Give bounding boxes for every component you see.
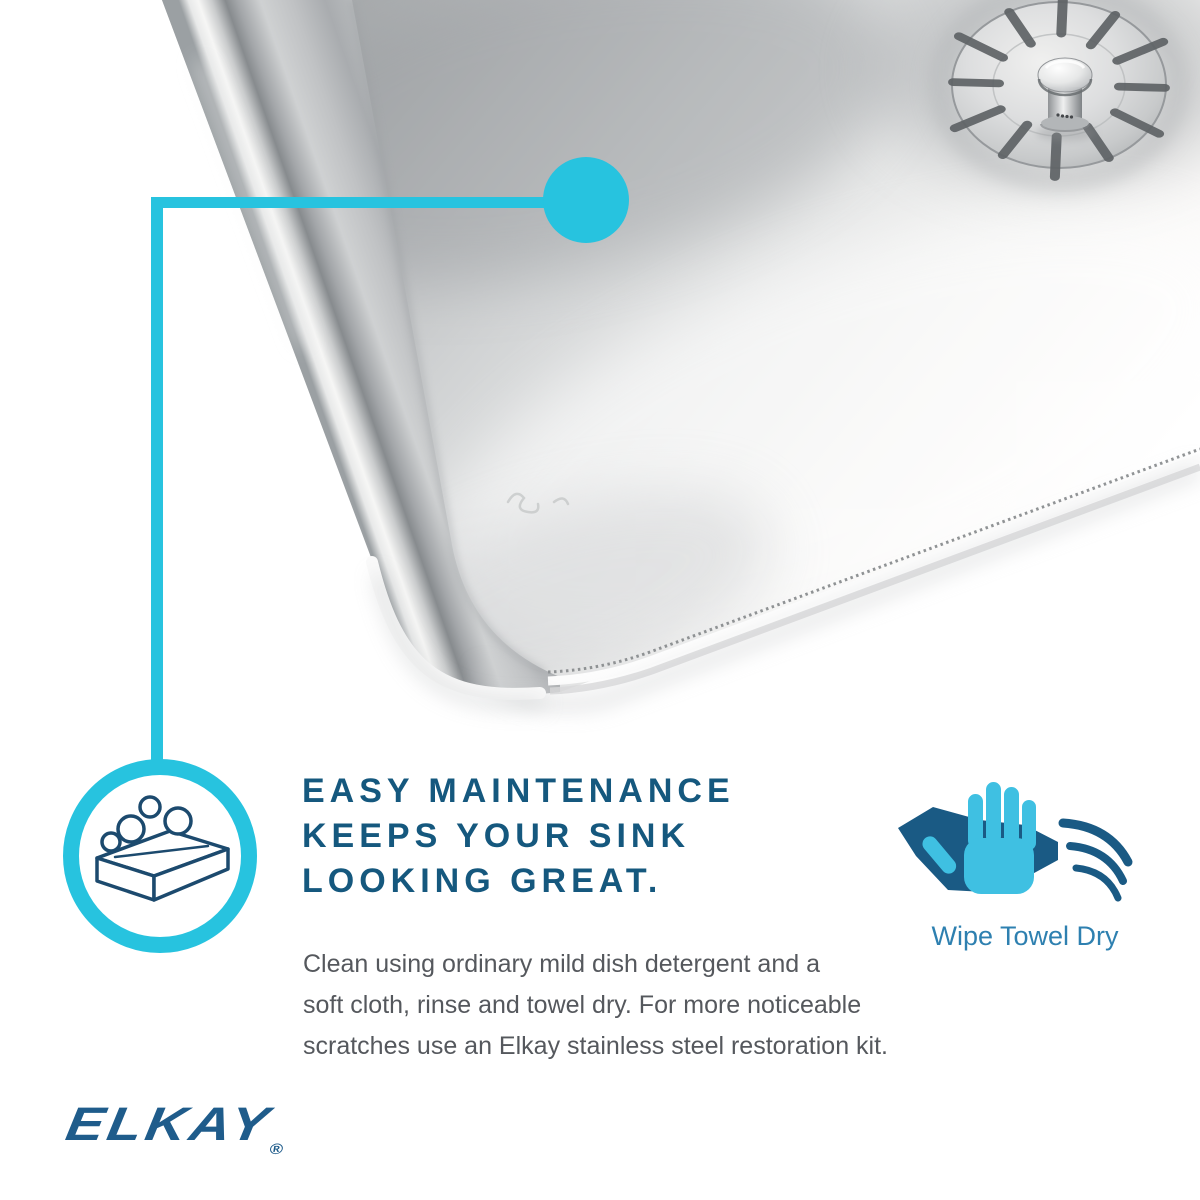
wipe-towel-dry-icon [898,782,1128,898]
callout-line-vertical [151,197,163,760]
soap-circle-badge [71,767,249,945]
headline-line-3: LOOKING GREAT. [302,862,663,900]
elkay-logo [62,1096,290,1158]
headline-line-2: KEEPS YOUR SINK [302,817,691,855]
motion-swoosh-lines [1063,823,1128,898]
body-line-2: soft cloth, rinse and towel dry. For more noticeable [303,991,862,1019]
callout-line-horizontal [151,197,586,208]
sink-photo [162,0,1200,754]
feature-headline [302,769,735,904]
wipe-towel-dry-label: Wipe Towel Dry [931,921,1119,951]
elkay-logo-text: ELKAY [62,1097,277,1150]
callout-dot [543,157,629,243]
body-line-1: Clean using ordinary mild dish detergent and a [303,950,820,978]
registered-trademark-symbol: ® [268,1141,285,1158]
feature-body-text [303,944,888,1067]
body-line-3: scratches use an Elkay stainless steel restoration kit. [303,1032,888,1060]
headline-line-1: EASY MAINTENANCE [302,772,735,810]
